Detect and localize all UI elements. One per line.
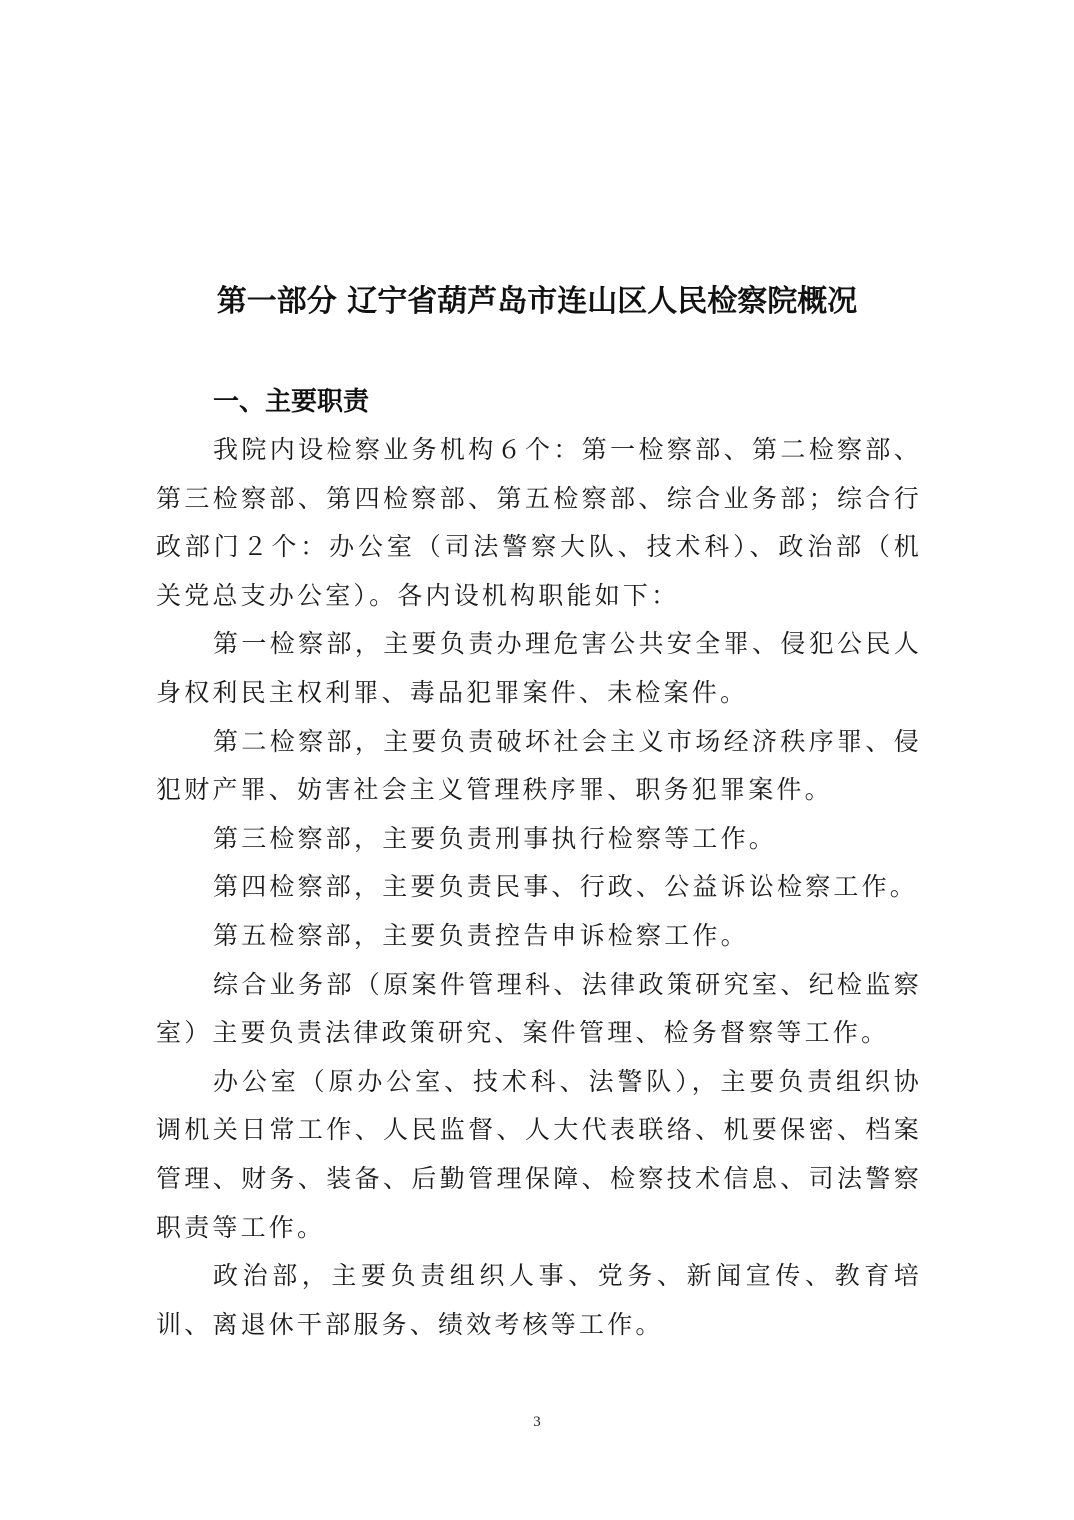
paragraph-overview: 我院内设检察业务机构６个：第一检察部、第二检察部、第三检察部、第四检察部、第五检察部、综合业务部；综合行政部门２个：办公室（司法警察大队、技术科）、政治部（机关党总支办公室）。各内设机构职能如下： xyxy=(156,435,922,610)
document-body xyxy=(156,426,922,1349)
page-number: 3 xyxy=(533,1414,541,1430)
paragraph-political-dept: 政治部，主要负责组织人事、党务、新闻宣传、教育培训、离退休干部服务、绩效考核等工作。 xyxy=(156,1261,922,1339)
paragraph-fifth-dept: 第五检察部，主要负责控告申诉检察工作。 xyxy=(213,920,749,950)
paragraph-fourth-dept: 第四检察部，主要负责民事、行政、公益诉讼检察工作。 xyxy=(213,872,919,902)
paragraph-third-dept: 第三检察部，主要负责刑事执行检察等工作。 xyxy=(213,823,778,853)
paragraph-general-affairs: 综合业务部（原案件管理科、法律政策研究室、纪检监察室）主要负责法律政策研究、案件管理、检务督察等工作。 xyxy=(156,969,922,1048)
page-title: 第一部分 辽宁省葫芦岛市连山区人民检察院概况 xyxy=(216,284,858,319)
paragraph-first-dept: 第一检察部，主要负责办理危害公共安全罪、侵犯公民人身权利民主权利罪、毒品犯罪案件、未检案件。 xyxy=(156,629,922,707)
paragraph-office: 办公室（原办公室、技术科、法警队），主要负责组织协调机关日常工作、人民监督、人大代表联络、机要保密、档案管理、财务、装备、后勤管理保障、检察技术信息、司法警察职责等工作。 xyxy=(156,1066,922,1242)
paragraph-second-dept: 第二检察部，主要负责破坏社会主义市场经济秩序罪、侵犯财产罪、妨害社会主义管理秩序罪、职务犯罪案件。 xyxy=(156,726,922,805)
section-heading: 一、主要职责 xyxy=(213,387,370,417)
